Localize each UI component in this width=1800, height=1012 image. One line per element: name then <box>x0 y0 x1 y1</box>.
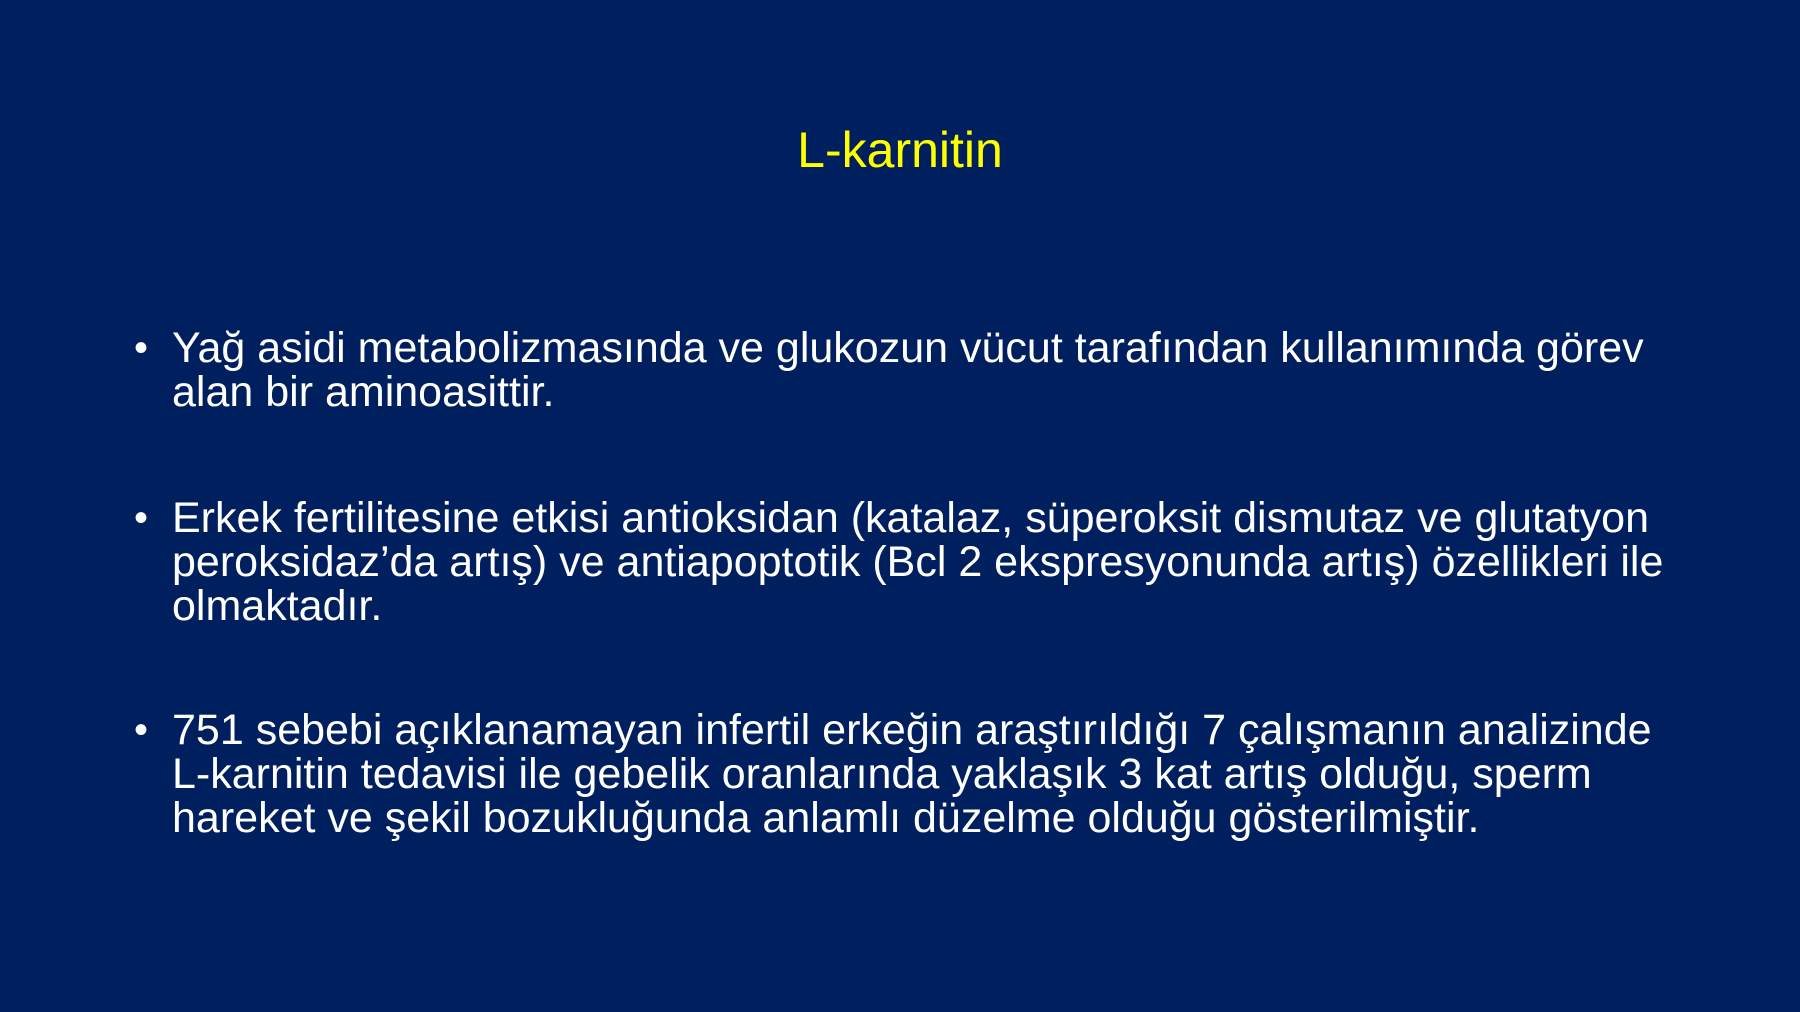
bullet-text: Erkek fertilitesine etkisi antioksidan (katalaz, süperoksit dismutaz ve glutatyon peroksidaz’da artış) ve antiapoptotik (Bcl 2 ekspresyonunda artış) özellikleri ile olmaktadır. <box>172 494 1664 630</box>
bullet-item <box>134 326 1694 414</box>
bullet-icon: • <box>134 326 149 370</box>
bullet-list <box>134 326 1694 922</box>
bullet-item <box>134 708 1694 840</box>
bullet-text: Yağ asidi metabolizmasında ve glukozun vücut tarafından kullanımında görev alan bir aminoasittir. <box>172 324 1644 416</box>
bullet-item <box>134 496 1694 628</box>
bullet-icon: • <box>134 708 149 752</box>
bullet-icon: • <box>134 496 149 540</box>
bullet-text: 751 sebebi açıklanamayan infertil erkeğin araştırıldığı 7 çalışmanın analizinde L-karnitin tedavisi ile gebelik oranlarında yaklaşık 3 kat artış olduğu, sperm hareket ve şekil bozukluğunda anlamlı düzelme olduğu gösterilmiştir. <box>172 706 1652 842</box>
slide-title: L-karnitin <box>797 122 1003 178</box>
